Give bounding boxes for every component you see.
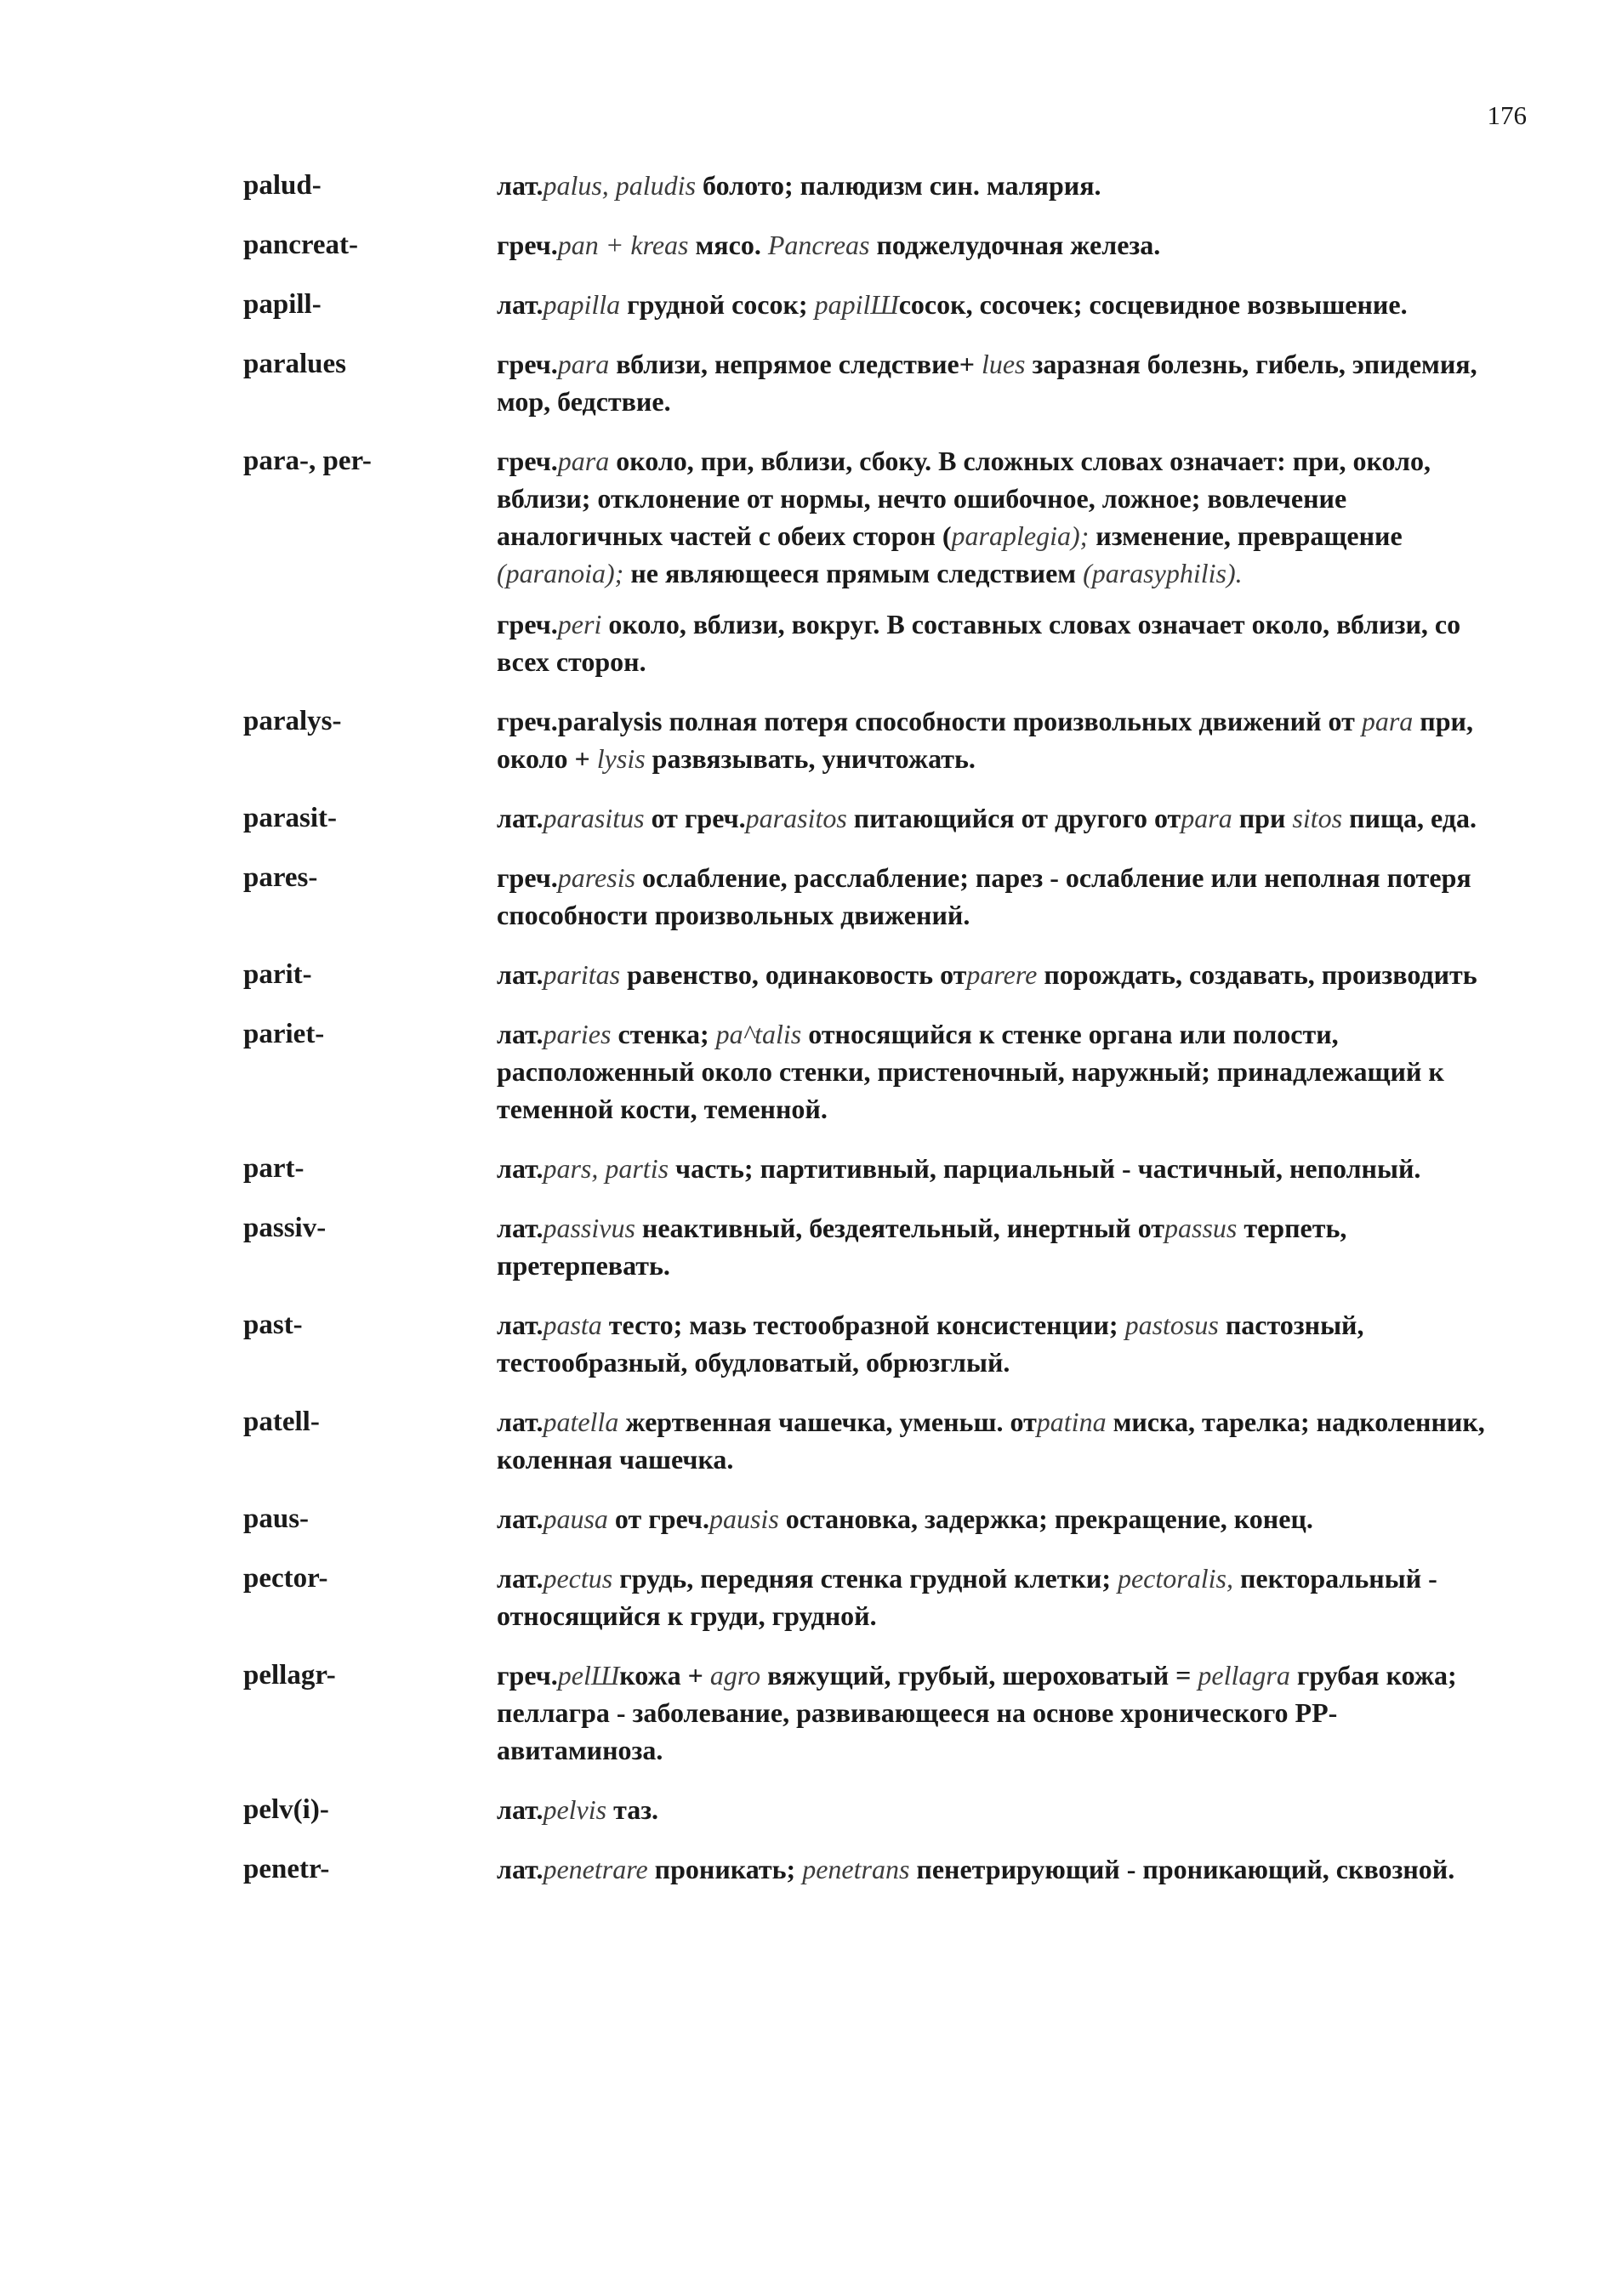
definition-text: пенетрирующий - проникающий, сквозной.: [909, 1854, 1455, 1884]
definition-text: греч.: [497, 230, 558, 260]
etymon-italic: papilШ: [814, 289, 899, 320]
definition-paragraph: [497, 167, 1505, 204]
entry-definition: [497, 1791, 1505, 1828]
definition-text: грудной сосок;: [620, 289, 815, 320]
definition-paragraph: [497, 1209, 1505, 1284]
etymon-italic: pausis: [709, 1503, 779, 1534]
definition-paragraph: [497, 226, 1505, 264]
dictionary-entry: [0, 226, 1622, 264]
entry-term: parasit-: [243, 803, 337, 833]
definition-text: изменение, превращение: [1089, 520, 1403, 551]
etymon-italic: pectus: [543, 1563, 613, 1594]
definition-text: вяжущий, грубый, шероховатый =: [760, 1660, 1198, 1691]
definition-text: от греч.: [607, 1503, 709, 1534]
etymon-italic: patina: [1036, 1407, 1107, 1437]
dictionary-entry: [0, 859, 1622, 934]
definition-paragraph: [497, 1500, 1505, 1537]
entry-definition: [497, 167, 1505, 204]
definition-paragraph: [497, 1850, 1505, 1888]
entry-term: past-: [243, 1310, 303, 1340]
etymon-italic: paresis: [557, 862, 636, 893]
etymon-italic: penetrare: [543, 1854, 648, 1884]
etymon-italic: lysis: [596, 743, 646, 774]
definition-text: лат.: [497, 1854, 544, 1884]
definition-text: около, при, вблизи, сбоку. В сложных словах означает: при, около, вблизи; отклонение от нормы, нечто ошибочное, ложное; вовлечение аналогичных частей с обеих сторон (: [497, 446, 1431, 551]
dictionary-entry: [0, 702, 1622, 777]
entry-term: patell-: [243, 1407, 320, 1437]
etymon-italic: pan + kreas: [557, 230, 689, 260]
definition-text: сосок, сосочек; сосцевидное возвышение.: [898, 289, 1408, 320]
definition-text: лат.: [497, 1407, 544, 1437]
definition-text: при, около +: [497, 706, 1473, 774]
definition-text: греч.: [497, 1660, 558, 1691]
etymon-italic: para: [1361, 706, 1414, 736]
etymon-italic: peri: [557, 609, 602, 639]
definition-text: греч.: [497, 446, 558, 476]
etymon-italic: pa^talis: [715, 1019, 802, 1049]
etymon-italic: para: [557, 446, 610, 476]
definition-text: стенка;: [611, 1019, 716, 1049]
etymon-italic: para: [1181, 803, 1232, 833]
entry-definition: [497, 1500, 1505, 1537]
entry-term: pellagr-: [243, 1660, 336, 1691]
entry-definition: [497, 345, 1505, 420]
dictionary-entry: [0, 286, 1622, 323]
definition-text: часть; партитивный, парциальный - частичный, неполный.: [669, 1153, 1421, 1184]
definition-paragraph: [497, 1306, 1505, 1381]
definition-text: лат.: [497, 1019, 544, 1049]
definition-text: миска, тарелка; надколенник, коленная чашечка.: [497, 1407, 1485, 1475]
definition-paragraph: [497, 1791, 1505, 1828]
definition-text: мясо.: [688, 230, 768, 260]
entry-term: pares-: [243, 862, 318, 893]
definition-text: остановка, задержка; прекращение, конец.: [778, 1503, 1313, 1534]
definition-paragraph: [497, 286, 1505, 323]
definition-text: лат.: [497, 170, 544, 201]
entry-term: pelv(i)-: [243, 1794, 329, 1825]
entry-term: paralys-: [243, 706, 342, 736]
entry-definition: [497, 1209, 1505, 1284]
etymon-italic: palus, paludis: [543, 170, 697, 201]
entry-definition: [497, 226, 1505, 264]
definition-text: поджелудочная железа.: [869, 230, 1161, 260]
definition-text: порождать, создавать, производить: [1037, 959, 1477, 990]
dictionary-entry: [0, 1791, 1622, 1828]
definition-text: от греч.: [644, 803, 746, 833]
etymon-italic: paritas: [543, 959, 621, 990]
definition-paragraph: [497, 442, 1505, 592]
entry-term: pector-: [243, 1563, 328, 1594]
definition-text: греч.: [497, 349, 558, 379]
etymon-italic: para: [557, 349, 610, 379]
definition-text: заразная болезнь, гибель, эпидемия, мор, бедствие.: [497, 349, 1477, 417]
definition-text: лат.: [497, 1503, 544, 1534]
etymon-italic: sitos: [1292, 803, 1343, 833]
definition-text: лат.: [497, 959, 544, 990]
definition-text: проникать;: [647, 1854, 803, 1884]
definition-text: кожа +: [619, 1660, 710, 1691]
definition-text: лат.: [497, 1794, 544, 1825]
entry-term: palud-: [243, 170, 322, 201]
etymon-italic: (paranoia);: [497, 558, 624, 588]
dictionary-entry: [0, 1850, 1622, 1888]
entry-definition: [497, 1015, 1505, 1128]
definition-text: пища, еда.: [1342, 803, 1477, 833]
dictionary-entry: [0, 345, 1622, 420]
entry-definition: [497, 1150, 1505, 1187]
entry-term: passiv-: [243, 1213, 327, 1243]
entry-term: para-, per-: [243, 446, 372, 476]
etymon-italic: pelvis: [543, 1794, 607, 1825]
etymon-italic: Pancreas: [767, 230, 870, 260]
definition-text: греч.: [497, 862, 558, 893]
dictionary-entry: [0, 1657, 1622, 1769]
definition-text: лат.: [497, 1213, 544, 1243]
definition-paragraph: [497, 1560, 1505, 1634]
dictionary-entry: [0, 799, 1622, 837]
etymon-italic: patella: [543, 1407, 619, 1437]
entry-definition: [497, 702, 1505, 777]
definition-text: лат.: [497, 1153, 544, 1184]
definition-text: тесто; мазь тестообразной консистенции;: [601, 1310, 1125, 1340]
definition-text: болото; палюдизм син. малярия.: [696, 170, 1101, 201]
definition-text: грубая кожа; пеллагра - заболевание, развивающееся на основе хронического РР- авитаминоза.: [497, 1660, 1457, 1765]
definition-text: вблизи, непрямое следствие+: [609, 349, 982, 379]
definition-paragraph: [497, 1150, 1505, 1187]
definition-text: грудь, передняя стенка грудной клетки;: [612, 1563, 1118, 1594]
definition-text: пастозный, тестообразный, обудловатый, обрюзглый.: [497, 1310, 1364, 1378]
entry-definition: [497, 1306, 1505, 1381]
definition-text: относящийся к стенке органа или полости, расположенный около стенки, пристеночный, наружный; принадлежащий к теменной кости, теменной.: [497, 1019, 1444, 1124]
definition-paragraph: [497, 702, 1505, 777]
entry-definition: [497, 1657, 1505, 1769]
etymon-italic: parasitus: [543, 803, 645, 833]
definition-text: греч.paralysis полная потеря способности произвольных движений от: [497, 706, 1362, 736]
entry-definition: [497, 442, 1505, 680]
definition-text: лат.: [497, 1563, 544, 1594]
etymon-italic: pelШ: [557, 1660, 620, 1691]
dictionary-entry: [0, 1403, 1622, 1478]
definition-text: лат.: [497, 289, 544, 320]
entry-term: paus-: [243, 1503, 310, 1534]
etymon-italic: passus: [1164, 1213, 1238, 1243]
etymon-italic: paraplegia);: [951, 520, 1090, 551]
entry-term: parit-: [243, 959, 312, 990]
definition-text: греч.: [497, 609, 558, 639]
definition-text: жертвенная чашечка, уменьш. от: [618, 1407, 1037, 1437]
definition-text: питающийся от другого от: [846, 803, 1181, 833]
dictionary-entry: [0, 1209, 1622, 1284]
dictionary-entry: [0, 1560, 1622, 1634]
definition-text: лат.: [497, 1310, 544, 1340]
definition-text: не являющееся прямым следствием: [623, 558, 1084, 588]
definition-paragraph: [497, 1403, 1505, 1478]
definition-text: пекторальный - относящийся к груди, грудной.: [497, 1563, 1437, 1631]
definition-text: при: [1232, 803, 1293, 833]
definition-text: ослабление, расслабление; парез - ослабление или неполная потеря способности произвольных движений.: [497, 862, 1471, 930]
dictionary-entry: [0, 1015, 1622, 1128]
etymon-italic: pellagra: [1198, 1660, 1290, 1691]
definition-paragraph: [497, 1015, 1505, 1128]
entry-definition: [497, 956, 1505, 993]
definition-text: неактивный, бездеятельный, инертный от: [635, 1213, 1165, 1243]
etymon-italic: passivus: [543, 1213, 635, 1243]
entry-definition: [497, 286, 1505, 323]
definition-paragraph: [497, 956, 1505, 993]
etymon-italic: pausa: [543, 1503, 608, 1534]
etymon-italic: paries: [543, 1019, 612, 1049]
etymon-italic: pars, partis: [543, 1153, 669, 1184]
definition-paragraph: [497, 1657, 1505, 1769]
etymon-italic: papilla: [543, 289, 621, 320]
etymon-italic: pastosus: [1124, 1310, 1219, 1340]
definition-paragraph: [497, 345, 1505, 420]
etymon-italic: penetrans: [802, 1854, 910, 1884]
etymon-italic: pasta: [543, 1310, 602, 1340]
dictionary-entry: [0, 1500, 1622, 1537]
dictionary-entries: [0, 167, 1622, 1910]
entry-definition: [497, 859, 1505, 934]
etymon-italic: (parasyphilis).: [1083, 558, 1243, 588]
etymon-italic: parere: [966, 959, 1038, 990]
entry-term: part-: [243, 1153, 304, 1184]
definition-text: терпеть, претерпевать.: [497, 1213, 1347, 1281]
definition-paragraph: [497, 859, 1505, 934]
dictionary-entry: [0, 442, 1622, 680]
entry-definition: [497, 1560, 1505, 1634]
entry-definition: [497, 1403, 1505, 1478]
dictionary-entry: [0, 956, 1622, 993]
definition-text: таз.: [606, 1794, 659, 1825]
definition-text: лат.: [497, 803, 544, 833]
definition-paragraph: [497, 799, 1505, 837]
definition-text: развязывать, уничтожать.: [645, 743, 976, 774]
dictionary-entry: [0, 1150, 1622, 1187]
dictionary-entry: [0, 1306, 1622, 1381]
entry-term: paralues: [243, 349, 347, 379]
etymon-italic: parasitos: [745, 803, 847, 833]
entry-definition: [497, 1850, 1505, 1888]
entry-definition: [497, 799, 1505, 837]
etymon-italic: pectoralis,: [1117, 1563, 1233, 1594]
entry-term: papill-: [243, 289, 322, 320]
entry-term: penetr-: [243, 1854, 330, 1884]
definition-text: около, вблизи, вокруг. В составных словах означает около, вблизи, со всех сторон.: [497, 609, 1461, 677]
etymon-italic: agro: [709, 1660, 761, 1691]
entry-term: pariet-: [243, 1019, 325, 1049]
entry-term: pancreat-: [243, 230, 359, 260]
dictionary-entry: [0, 167, 1622, 204]
definition-text: равенство, одинаковость от: [620, 959, 967, 990]
etymon-italic: lues: [981, 349, 1026, 379]
page-number: 176: [1487, 100, 1527, 130]
definition-paragraph: [497, 605, 1505, 680]
